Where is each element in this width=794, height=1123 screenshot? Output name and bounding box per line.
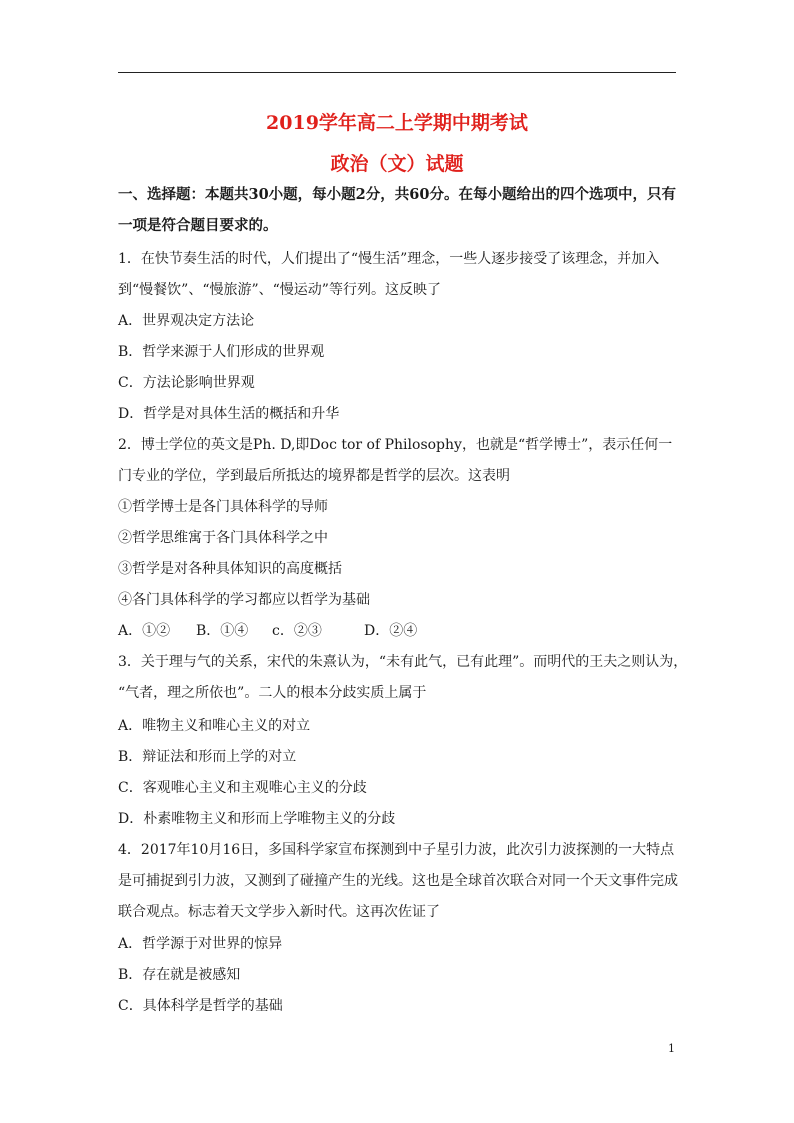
- q3-stem-line-1: 3．关于理与气的关系，宋代的朱熹认为，“未有此气，已有此理”。而明代的王夫之则认为，: [118, 654, 688, 670]
- page-number: 1: [668, 1042, 675, 1055]
- q2-option-a: A．①②: [118, 623, 171, 639]
- q1-stem-line-1: 1．在快节奏生活的时代，人们提出了“慢生活”理念，一些人逐步接受了该理念，并加入: [118, 251, 660, 267]
- q3-option-d: D．朴素唯物主义和形而上学唯物主义的分歧: [118, 811, 396, 827]
- q1-option-d: D．哲学是对具体生活的概括和升华: [118, 406, 340, 422]
- section-instructions-line-1: 一、选择题：本题共30小题，每小题2分，共60分。在每小题给出的四个选项中，只有: [118, 186, 676, 203]
- q2-option-b: B．①④: [196, 623, 249, 639]
- q2-statement-1: ①哲学博士是各门具体科学的导师: [118, 499, 328, 515]
- q4-stem-line-2: 是可捕捉到引力波，又测到了碰撞产生的光线。这也是全球首次联合对同一个天文事件完成: [118, 873, 678, 889]
- q3-option-b: B．辩证法和形而上学的对立: [118, 749, 297, 765]
- q3-option-a: A．唯物主义和唯心主义的对立: [118, 718, 311, 734]
- q2-option-d: D．②④: [364, 623, 418, 639]
- q4-stem-line-1: 4．2017年10月16日，多国科学家宣布探测到中子星引力波，此次引力波探测的一大特点: [118, 842, 675, 858]
- section-instructions-line-2: 一项是符合题目要求的。: [118, 217, 278, 234]
- q1-option-a: A．世界观决定方法论: [118, 313, 255, 329]
- q2-statement-3: ③哲学是对各种具体知识的高度概括: [118, 561, 342, 577]
- q2-statement-2: ②哲学思维寓于各门具体科学之中: [118, 530, 328, 546]
- q4-stem-line-3: 联合观点。标志着天文学步入新时代。这再次佐证了: [118, 904, 440, 920]
- q3-stem-line-2: “气者，理之所依也”。二人的根本分歧实质上属于: [118, 685, 427, 701]
- exam-subtitle: 政治（文）试题: [330, 153, 464, 175]
- q4-option-b: B．存在就是被感知: [118, 967, 241, 983]
- q1-option-b: B．哲学来源于人们形成的世界观: [118, 344, 325, 360]
- q1-option-c: C．方法论影响世界观: [118, 375, 255, 391]
- q4-option-c: C．具体科学是哲学的基础: [118, 998, 283, 1014]
- q1-stem-line-2: 到“慢餐饮”、“慢旅游”、“慢运动”等行列。这反映了: [118, 282, 441, 298]
- exam-title: 2019学年高二上学期中期考试: [266, 112, 528, 134]
- q3-option-c: C．客观唯心主义和主观唯心主义的分歧: [118, 780, 367, 796]
- q2-stem-line-2: 门专业的学位，学到最后所抵达的境界都是哲学的层次。这表明: [118, 468, 510, 484]
- q2-statement-4: ④各门具体科学的学习都应以哲学为基础: [118, 592, 370, 608]
- q2-stem-line-1: 2．博士学位的英文是Ph. D,即Doc tor of Philosophy，也就是“哲学博士”，表示任何一: [118, 437, 673, 453]
- q4-option-a: A．哲学源于对世界的惊异: [118, 936, 283, 952]
- header-rule: [118, 72, 676, 73]
- q2-option-c: c．②③: [272, 623, 322, 639]
